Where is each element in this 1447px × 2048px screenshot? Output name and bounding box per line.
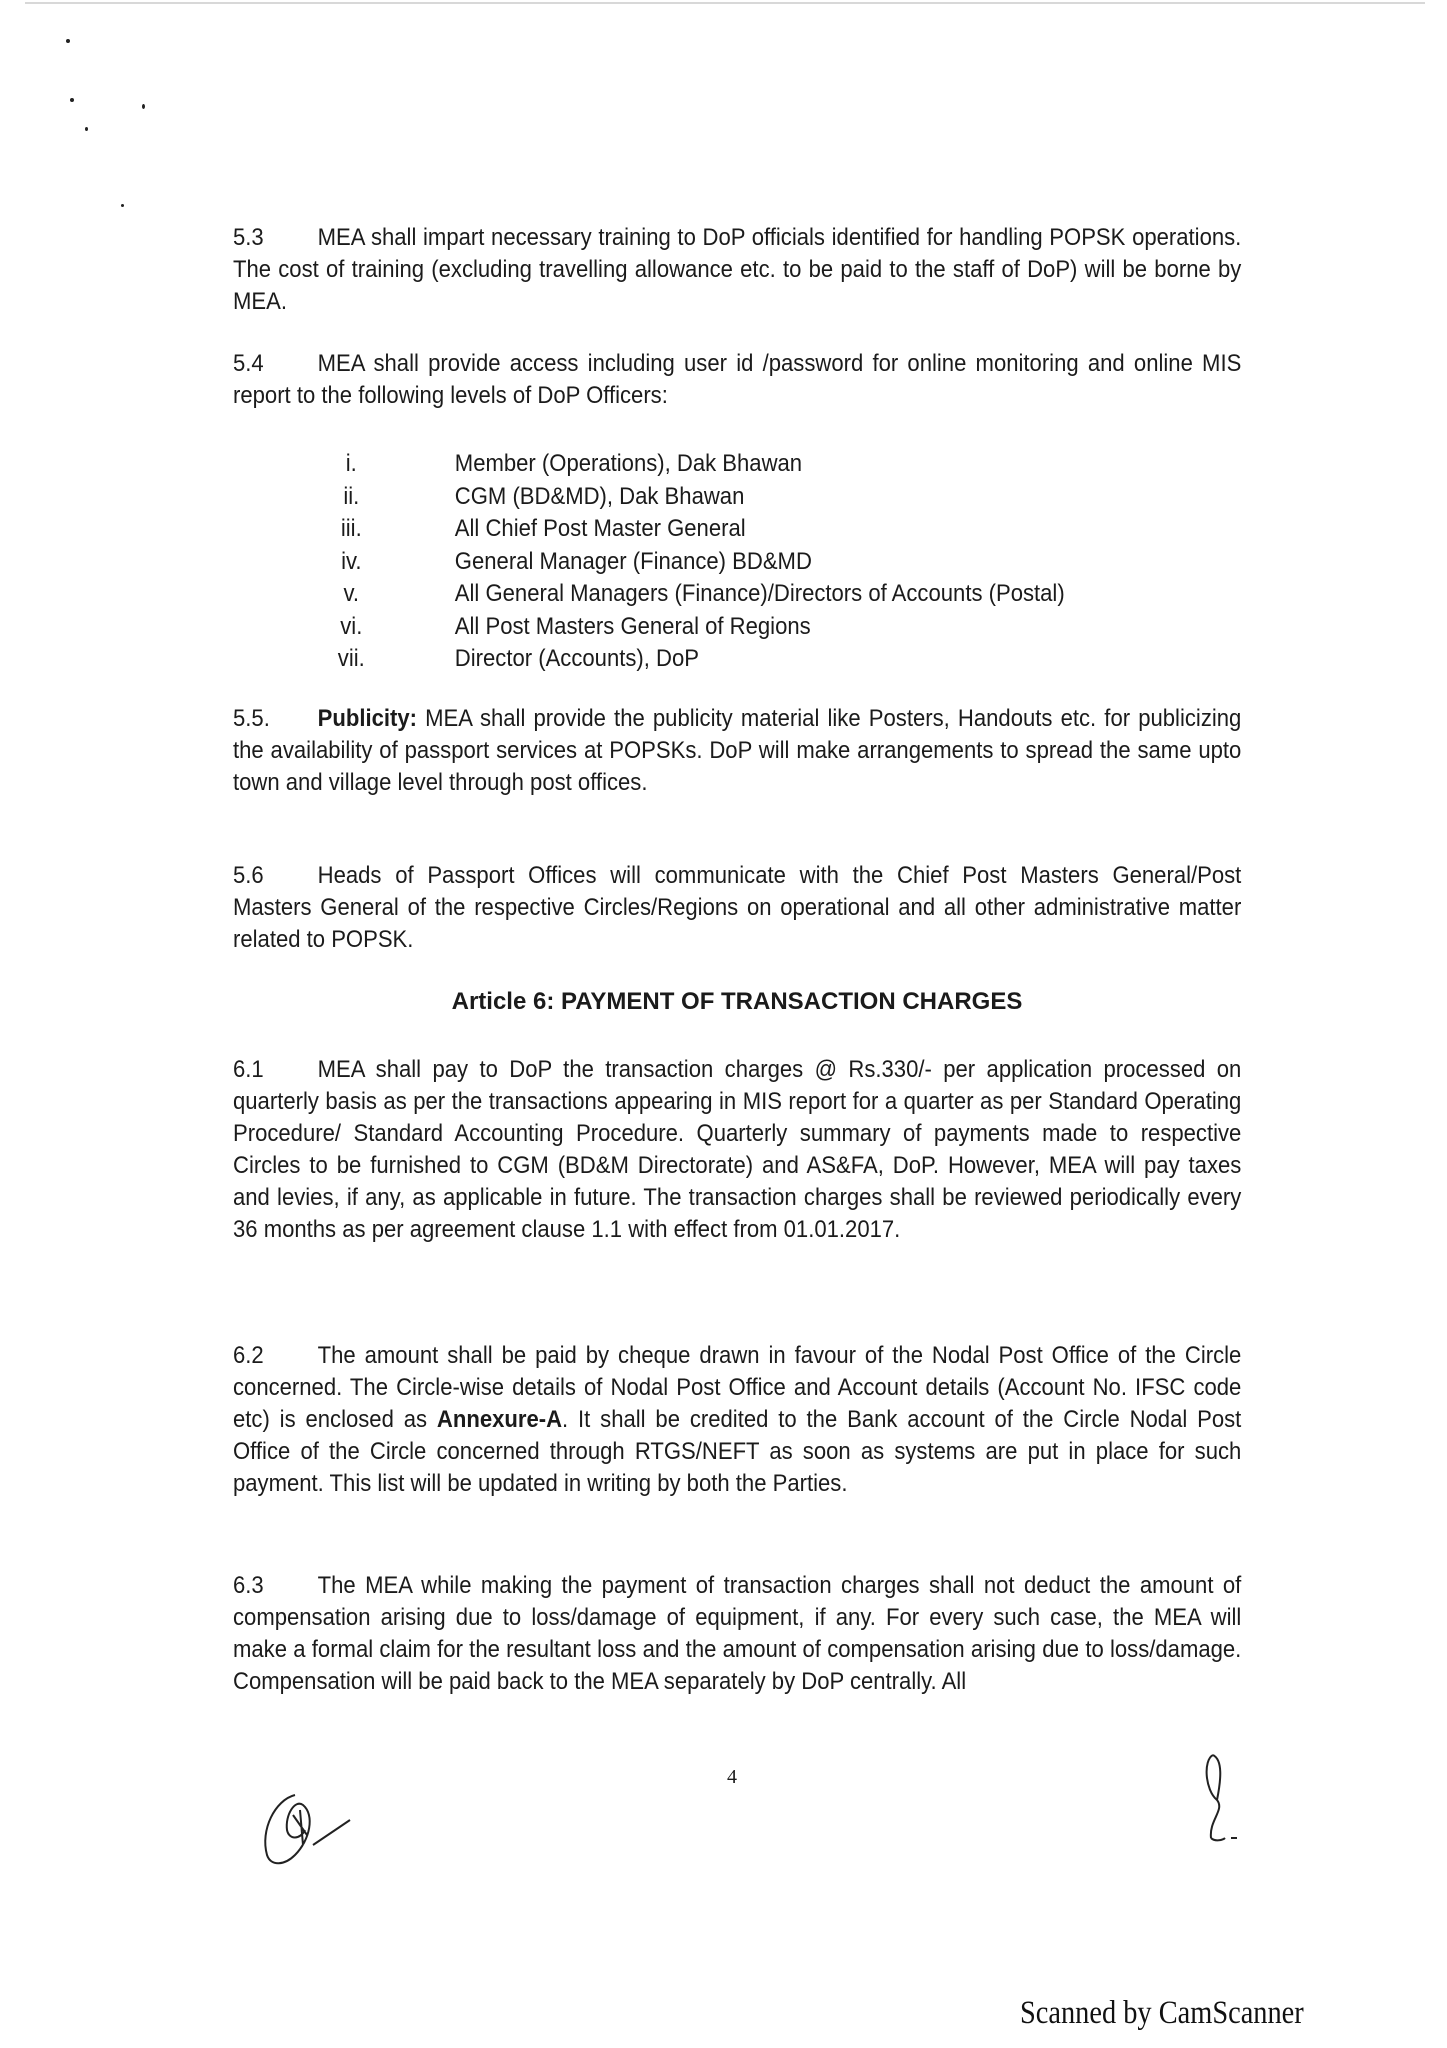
list-item: ii. CGM (BD&MD), Dak Bhawan: [343, 482, 745, 510]
scan-speck: [70, 98, 74, 102]
scan-speck: [121, 204, 124, 207]
clause-number: 6.1: [233, 1056, 264, 1083]
officer-list: [303, 448, 1065, 676]
list-item: vi. All Post Masters General of Regions: [340, 612, 811, 640]
clause-6-2: [233, 1340, 1241, 1500]
clause-6-1: [233, 1054, 1241, 1246]
list-item: iii. All Chief Post Master General: [340, 515, 746, 542]
clause-text-cont: . It shall be credited to the Bank account of the Circle Nodal Post Office of the Circle concerned through RTGS/NEFT as soon as systems are put in place for such payment. This list will be updated in writing by both the Parties.: [233, 1406, 1242, 1497]
scan-speck: [66, 39, 70, 43]
scan-speck: [85, 127, 88, 131]
list-item: vii. Director (Accounts), DoP: [337, 645, 699, 672]
clause-5-6: [233, 860, 1241, 956]
clause-5-4: [233, 348, 1241, 412]
clause-text: MEA shall pay to DoP the transaction charges @ Rs.330/- per application processed on quarterly basis as per the transactions appearing in MIS report for a quarter as per Standard Operating Procedure/ Standard Accounting Procedure. Quarterly summary of payments made to respective Circles to be furnished to CGM (BD&M Directorate) and AS&FA, DoP. However, MEA will pay taxes and levies, if any, as applicable in future. The transaction charges shall be reviewed periodically every 36 months as per agreement clause 1.1 with effect from 01.01.2017.: [233, 1056, 1242, 1243]
scan-top-edge: [25, 2, 1425, 4]
clause-text: The amount shall be paid by cheque drawn in favour of the Nodal Post Office of the Circle concerned. The Circle-wise details of Nodal Post Office and Account details (Account No. IFSC code etc) is enclosed as: [233, 1342, 1242, 1433]
clause-number: 5.5.: [233, 705, 270, 732]
page-number: 4: [727, 1766, 737, 1788]
clause-number: 6.2: [233, 1342, 264, 1369]
clause-number: 5.3: [233, 224, 264, 251]
clause-number: 5.6: [233, 862, 264, 889]
clause-text: MEA shall provide access including user id /password for online monitoring and online MIS report to the following levels of DoP Officers:: [233, 350, 1242, 409]
clause-lead: Publicity:: [317, 705, 418, 732]
signature-right-icon: [1195, 1750, 1245, 1850]
scanner-watermark: Scanned by CamScanner: [1020, 1995, 1304, 2031]
clause-5-5: [233, 703, 1241, 799]
clause-text: MEA shall provide the publicity material like Posters, Handouts etc. for publicizing the availability of passport services at POPSKs. DoP will make arrangements to spread the same upto town and village level through post offices.: [233, 705, 1242, 796]
list-item: i. Member (Operations), Dak Bhawan: [345, 450, 803, 477]
annexure-reference: Annexure-A: [436, 1406, 563, 1433]
clause-6-3: [233, 1570, 1241, 1698]
clause-number: 5.4: [233, 350, 264, 377]
article-heading: Article 6: PAYMENT OF TRANSACTION CHARGES: [451, 988, 1023, 1015]
clause-text: Heads of Passport Offices will communicate with the Chief Post Masters General/Post Masters General of the respective Circles/Regions on operational and all other administrative matter related to POPSK.: [233, 862, 1242, 953]
list-item: v. All General Managers (Finance)/Directors of Accounts (Postal): [343, 580, 1065, 607]
clause-5-3: [233, 222, 1241, 318]
list-item: iv. General Manager (Finance) BD&MD: [341, 547, 812, 575]
clause-text: The MEA while making the payment of transaction charges shall not deduct the amount of compensation arising due to loss/damage of equipment, if any. For every such case, the MEA will make a formal claim for the resultant loss and the amount of compensation arising due to loss/damage. Compensation will be paid back to the MEA separately by DoP centrally. All: [233, 1572, 1242, 1695]
scan-speck: [142, 104, 145, 109]
clause-number: 6.3: [233, 1572, 264, 1599]
signature-left-icon: [255, 1785, 365, 1875]
clause-text: MEA shall impart necessary training to DoP officials identified for handling POPSK operations. The cost of training (excluding travelling allowance etc. to be paid to the staff of DoP) will be borne by MEA.: [233, 224, 1242, 315]
